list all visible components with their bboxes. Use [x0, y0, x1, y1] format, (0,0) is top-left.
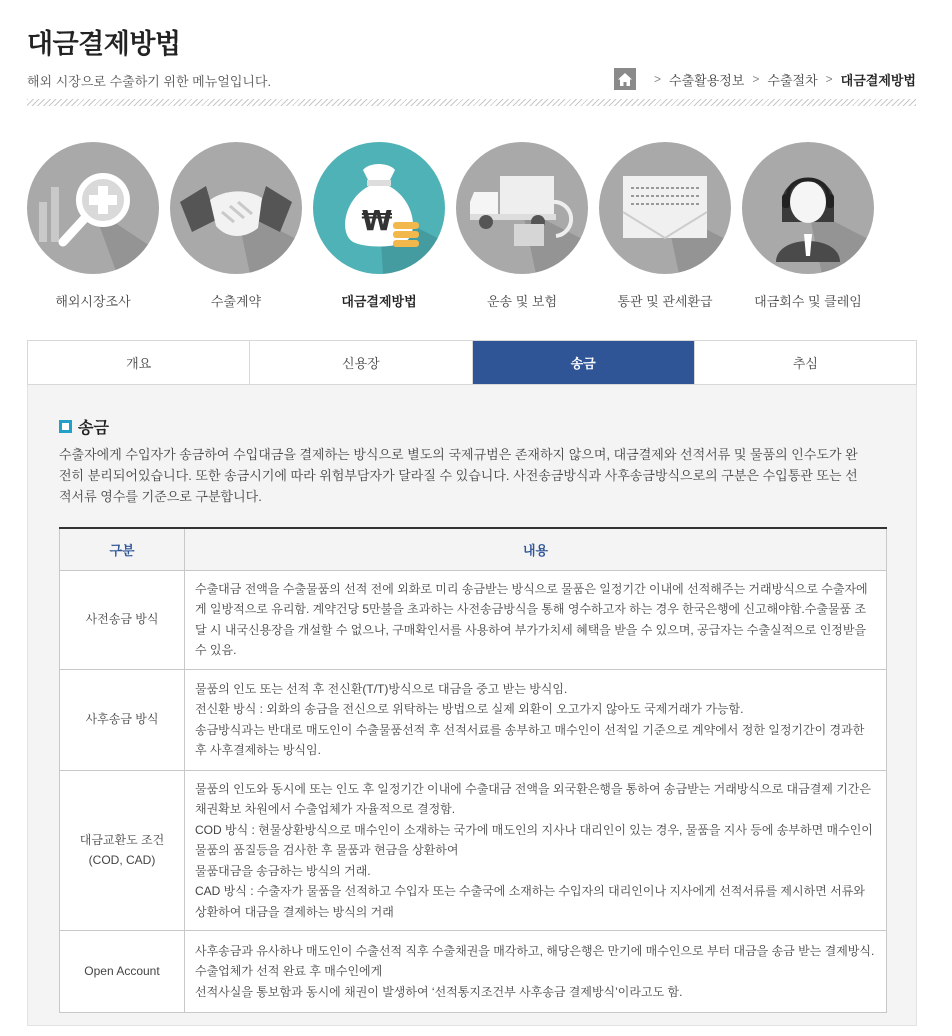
section-heading: [59, 415, 109, 438]
chevron-right-icon: >: [654, 72, 662, 86]
headset-agent-icon: [742, 142, 874, 274]
tab-overview[interactable]: 개요: [28, 341, 250, 384]
column-header: 구분: [60, 528, 185, 570]
money-bag-icon: [313, 142, 445, 274]
step-label: 수출계약: [210, 294, 262, 309]
step-label: 대금회수 및 클레임: [754, 294, 862, 309]
document-icon: [599, 142, 731, 274]
column-header: 내용: [185, 528, 887, 570]
square-bullet-icon: [59, 420, 72, 433]
step-export-contract[interactable]: [170, 142, 302, 310]
tab-content-panel: [27, 385, 917, 1026]
chevron-right-icon: >: [825, 72, 833, 86]
tab-letter-of-credit[interactable]: 신용장: [250, 341, 472, 384]
row-content: 물품의 인도와 동시에 또는 인도 후 일정기간 이내에 수출대금 전액을 외국환은행을 통하여 송금받는 거래방식으로 대금결제 기간은 채권확보 차원에서 수출업체가 자율적으로 결정함. COD 방식 : 현물상환방식으로 매수인이 소재하는 국가에 매도인의 지사나 대리인이 있는 경우, 물품을 지사 등에 송부하면 매수인이 물품의 품질등을 검사한 후 물품과 현금을 상환하여 물품대금을 송금하는 방식의 거래. CAD 방식 : 수출자가 물품을 선적하고 수입자 또는 수출국에 소재하는 수입자의 대리인이나 지사에게 선적서류를 제시하면 서류와 상환하여 대금을 결제하는 방식의 거래: [185, 770, 887, 931]
step-label: 대금결제방법: [341, 294, 417, 309]
step-label: 운송 및 보험: [486, 294, 557, 309]
magnifier-chart-icon: [27, 142, 159, 274]
page-description: 해외 시장으로 수출하기 위한 메뉴얼입니다.: [27, 74, 272, 89]
home-icon[interactable]: [614, 68, 636, 90]
row-category: 사후송금 방식: [60, 669, 185, 770]
step-label: 해외시장조사: [55, 294, 131, 309]
page-title: 대금결제방법: [27, 29, 181, 59]
handshake-icon: [170, 142, 302, 274]
section-description: 수출자에게 수입자가 송금하여 수입대금을 결제하는 방식으로 별도의 국제규범은 존재하지 않으며, 대금결제와 선적서류 및 물품의 인수도가 완전히 분리되어있습니다. 또한 송금시기에 따라 위험부담자가 달라질 수 있습니다. 사전송금방식과 사후송금방식으로의 구분은 수입통관 또는 선적서류 영수를 기준으로 구분합니다.: [59, 447, 858, 504]
step-customs-refund[interactable]: [599, 142, 731, 310]
table-row: [60, 570, 887, 669]
table-row: [60, 669, 887, 770]
step-payment-method[interactable]: [313, 142, 445, 310]
breadcrumb-item-export-procedure[interactable]: 수출절차: [767, 72, 818, 88]
row-category: Open Account: [60, 931, 185, 1013]
step-collection-claim[interactable]: [742, 142, 874, 310]
row-content: 물품의 인도 또는 선적 후 전신환(T/T)방식으로 대금을 중고 받는 방식임. 전신환 방식 : 외화의 송금을 전신으로 위탁하는 방법으로 실제 외환이 오고가지 않아도 국제거래가 가능함. 송금방식과는 반대로 매도인이 수출물품선적 후 선적서료를 송부하고 매수인이 선적일 기준으로 계약에서 정한 일정기간이 경과한 후 사후결제하는 방식임.: [185, 669, 887, 770]
tab-remittance[interactable]: 송금: [473, 341, 695, 384]
hatched-divider: [27, 99, 916, 106]
truck-icon: [456, 142, 588, 274]
table-header-row: [60, 528, 887, 570]
step-shipping-insurance[interactable]: [456, 142, 588, 310]
chevron-right-icon: >: [752, 72, 760, 86]
step-market-research[interactable]: [27, 142, 159, 310]
row-content: 사후송금과 유사하나 매도인이 수출선적 직후 수출채권을 매각하고, 해당은행은 만기에 매수인으로 부터 대금을 송금 받는 결제방식. 수출업체가 선적 완료 후 매수인에게 선적사실을 통보함과 동시에 채권이 발생하여 ‘선적통지조건부 사후송금 결제방식’이라고도 함.: [185, 931, 887, 1013]
table-row: [60, 770, 887, 931]
row-content: 수출대금 전액을 수출물품의 선적 전에 외화로 미리 송금받는 방식으로 물품은 일정기간 이내에 선적해주는 거래방식으로 수출자에게 일방적으로 유리함. 계약건당 5만불을 초과하는 사전송금방식을 통해 영수하고자 하는 경우 한국은행에 신고해야함.수출물품 조달 시 내국신용장을 개설할 수 없으나, 구매확인서를 사용하여 부가가치세 혜택을 받을 수 있으며, 공급자는 수출실적으로 인정받을 수 있음.: [185, 570, 887, 669]
breadcrumb: [614, 68, 916, 90]
section-title: 송금: [78, 420, 109, 437]
breadcrumb-item-current: 대금결제방법: [840, 72, 916, 88]
svg-text:₩: ₩: [361, 204, 393, 237]
row-category: 대금교환도 조건 (COD, CAD): [60, 770, 185, 931]
row-category: 사전송금 방식: [60, 570, 185, 669]
remittance-table: [59, 527, 887, 1013]
payment-tabs: [27, 340, 917, 385]
table-row: [60, 931, 887, 1013]
step-label: 통관 및 관세환급: [617, 294, 713, 309]
breadcrumb-item-export-info[interactable]: 수출활용정보: [669, 72, 745, 88]
tab-collection[interactable]: 추심: [792, 356, 818, 371]
